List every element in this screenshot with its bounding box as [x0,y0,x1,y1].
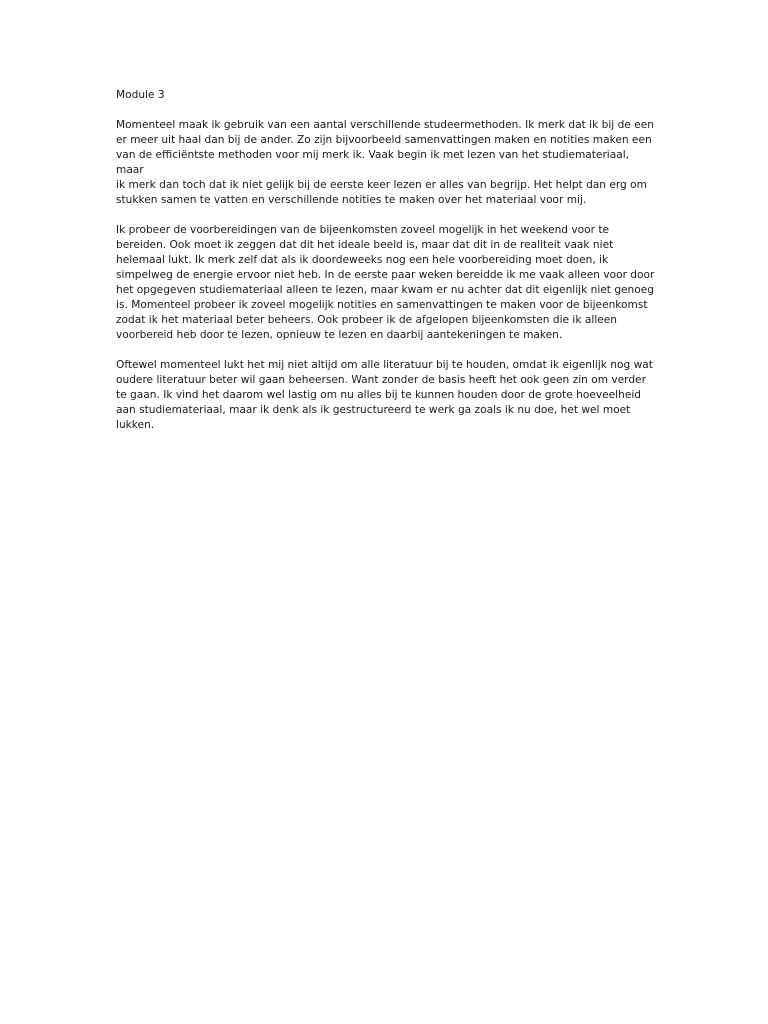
paragraph-3: Oftewel momenteel lukt het mij niet altijd om alle literatuur bij te houden, omdat ik eigenlijk nog wat oudere literatuur beter wil gaan beheersen. Want zonder de basis heeft het ook geen zin om verder te gaan. Ik vind het daarom wel lastig om nu alles bij te kunnen houden door de grote hoeveelheid aan studiemateriaal, maar ik denk als ik gestructureerd te werk ga zoals ik nu doe, het wel moet lukken. [116,359,653,431]
paragraph-2: Ik probeer de voorbereidingen van de bijeenkomsten zoveel mogelijk in het weekend voor te bereiden. Ook moet ik zeggen dat dit het ideale beeld is, maar dat dit in de realiteit vaak niet helemaal lukt. Ik merk zelf dat als ik doordeweeks nog een hele voorbereiding moet doen, ik simpelweg de energie ervoor niet heb. In de eerste paar weken bereidde ik me vaak alleen voor door het opgegeven studiemateriaal alleen te lezen, maar kwam er nu achter dat dit eigenlijk niet genoeg is. Momenteel probeer ik zoveel mogelijk notities en samenvattingen te maken voor de bijeenkomst zodat ik het materiaal beter beheers. Ook probeer ik de afgelopen bijeenkomsten die ik alleen voorbereid heb door te lezen, opnieuw te lezen en daarbij aantekeningen te maken. [116,224,655,341]
document-title: Module 3 [116,89,165,101]
paragraph-1: Momenteel maak ik gebruik van een aantal verschillende studeermethoden. Ik merk dat ik bij de een er meer uit haal dan bij de ander. Zo zijn bijvoorbeeld samenvattingen maken en notities maken een van de efficiëntste methoden voor mij merk ik. Vaak begin ik met lezen van het studiemateriaal, maar ik merk dan toch dat ik niet gelijk bij de eerste keer lezen er alles van begrijp. Het helpt dan erg om stukken samen te vatten en verschillende notities te maken over het materiaal voor mij. [116,119,654,206]
document-body [116,88,656,448]
